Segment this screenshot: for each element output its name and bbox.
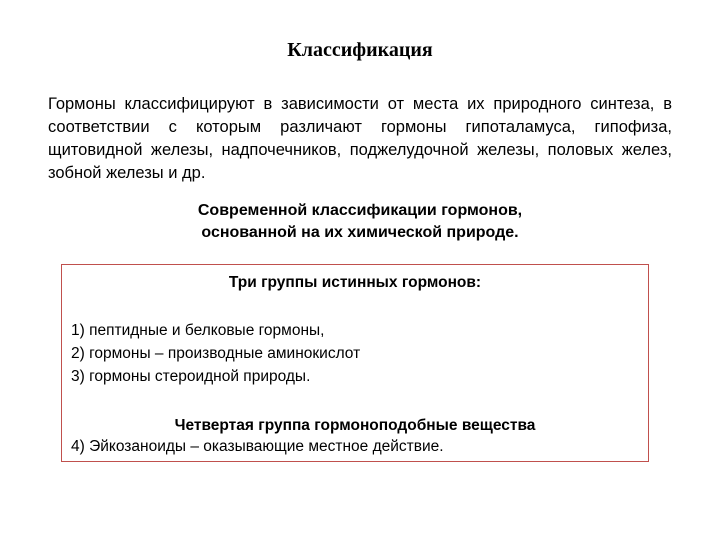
- list-item: 2) гормоны – производные аминокислот: [71, 345, 361, 362]
- fourth-group-heading: Четвертая группа гормоноподобные вещества: [174, 417, 536, 434]
- classification-subtitle: [0, 200, 720, 244]
- subtitle-line-2: основанной на их химической природе.: [201, 224, 519, 241]
- hormone-group-list: [71, 319, 360, 388]
- fourth-group-item: 4) Эйкозаноиды – оказывающие местное действие.: [71, 438, 444, 455]
- list-item: 3) гормоны стероидной природы.: [71, 368, 311, 385]
- intro-paragraph: Гормоны классифицируют в зависимости от места их природного синтеза, в соответствии с которым различают гормоны гипоталамуса, гипофиза, щитовидной железы, надпочечников, поджелудочной железы, половых желез, зобной железы и др.: [48, 95, 672, 182]
- true-hormones-heading: Три группы истинных гормонов:: [228, 274, 482, 291]
- subtitle-line-1: Современной классификации гормонов,: [197, 202, 523, 219]
- slide-title: Классификация: [287, 39, 433, 61]
- hormone-groups-box: [61, 264, 649, 462]
- list-item: 1) пептидные и белковые гормоны,: [71, 322, 325, 339]
